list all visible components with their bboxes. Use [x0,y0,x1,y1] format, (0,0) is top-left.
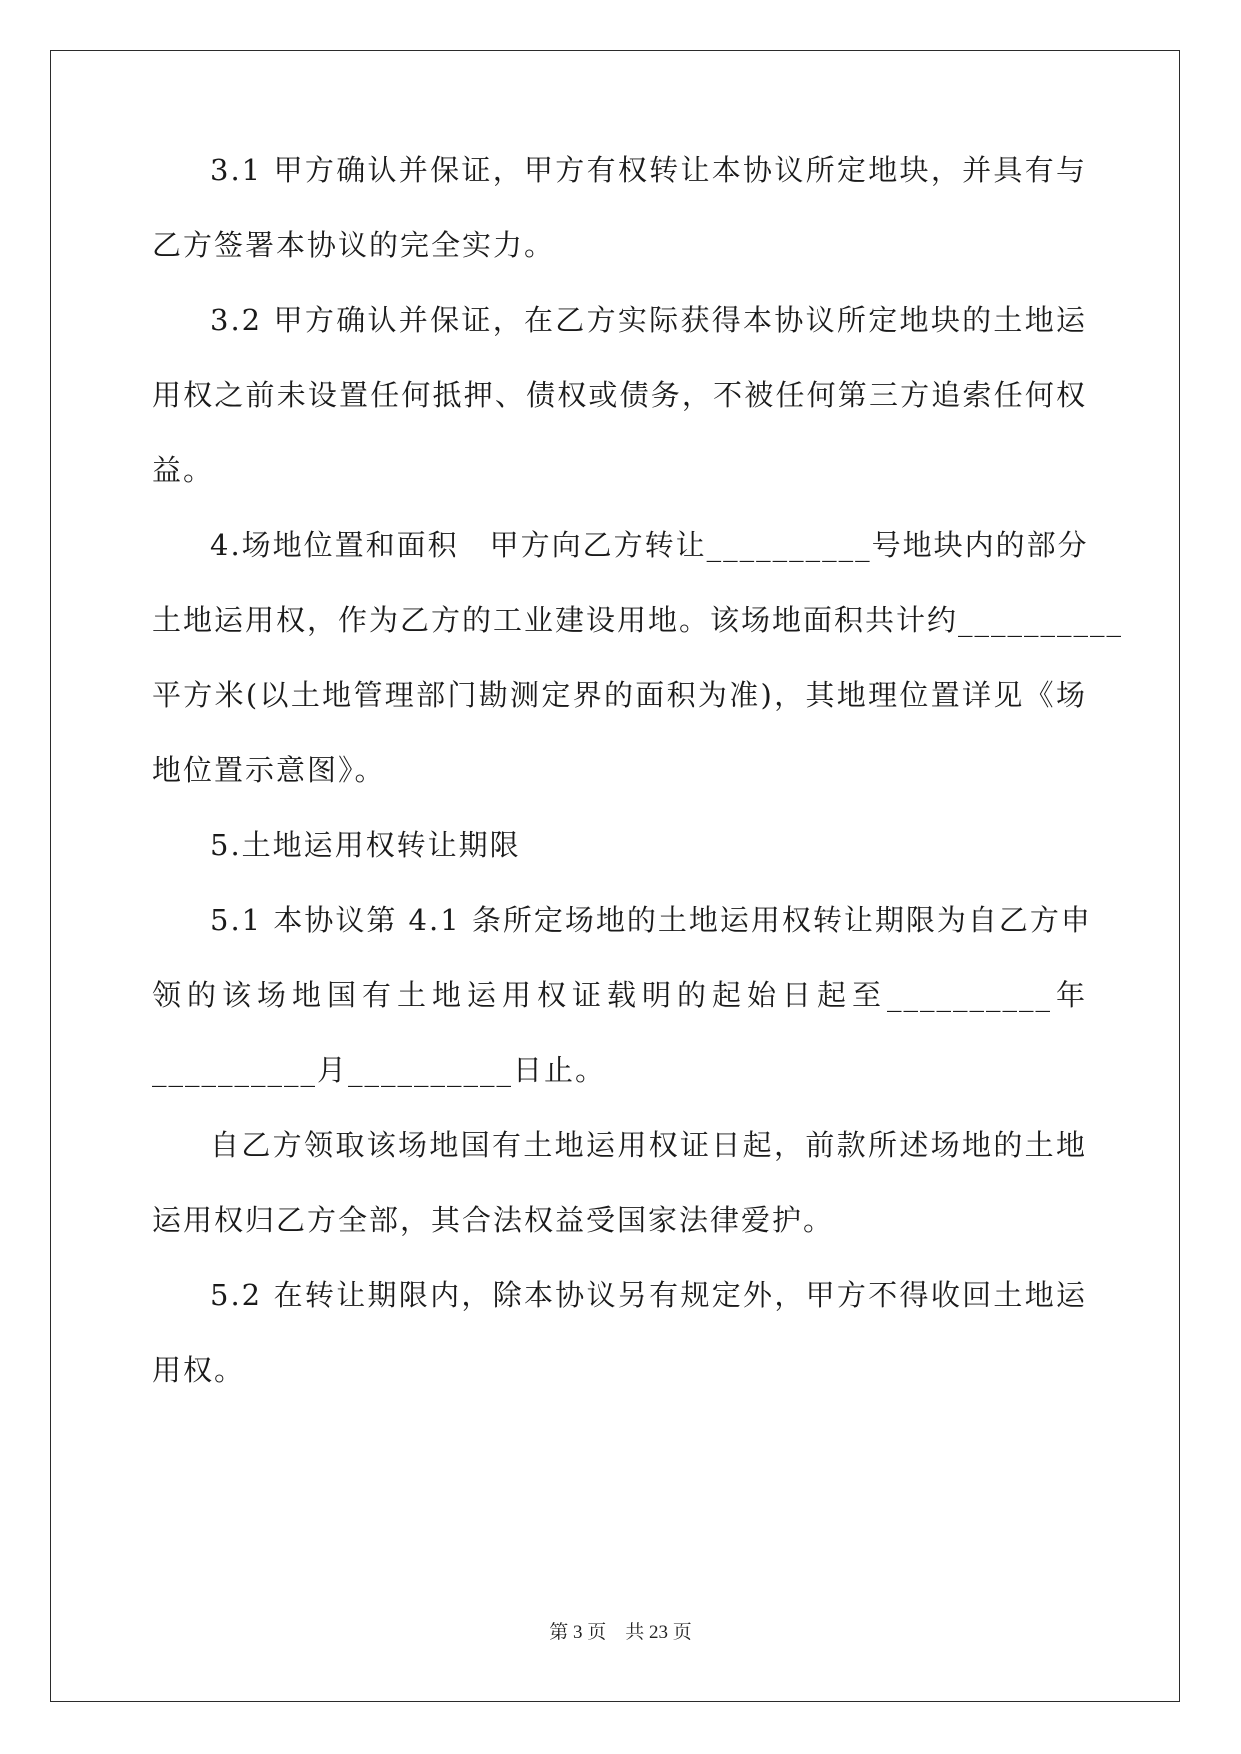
paragraph-line: 自乙方领取该场地国有土地运用权证日起，前款所述场地的土地 [210,1128,1087,1162]
paragraph-line: 益。 [152,453,215,487]
paragraph-line: 领的该场地国有土地运用权证载明的起始日起至__________年 [152,978,1087,1012]
paragraph-line: 用权。 [152,1353,246,1387]
paragraph-line: __________月__________日止。 [152,1053,607,1087]
page-number: 第 3 页 [549,1622,607,1643]
paragraph-line: 平方米(以土地管理部门勘测定界的面积为准)，其地理位置详见《场 [152,678,1087,712]
paragraph-line: 4.场地位置和面积 甲方向乙方转让__________号地块内的部分 [210,528,1089,562]
paragraph-line: 3.2 甲方确认并保证，在乙方实际获得本协议所定地块的土地运 [210,303,1087,337]
paragraph-line: 5.1 本协议第 4.1 条所定场地的土地运用权转让期限为自乙方申 [210,903,1092,937]
paragraph-line: 地位置示意图》。 [152,753,386,787]
page-border [50,50,1180,1702]
section-heading: 5.土地运用权转让期限 [210,828,521,862]
page-footer [0,1621,1241,1645]
page-total: 共 23 页 [625,1622,692,1643]
paragraph-line: 乙方签署本协议的完全实力。 [152,228,556,262]
paragraph-line: 土地运用权，作为乙方的工业建设用地。该场地面积共计约__________ [152,603,1124,637]
paragraph-line: 运用权归乙方全部，其合法权益受国家法律爱护。 [152,1203,835,1237]
paragraph-line: 3.1 甲方确认并保证，甲方有权转让本协议所定地块，并具有与 [210,153,1087,187]
paragraph-line: 用权之前未设置任何抵押、债权或债务，不被任何第三方追索任何权 [152,378,1087,412]
paragraph-line: 5.2 在转让期限内，除本协议另有规定外，甲方不得收回土地运 [210,1278,1087,1312]
